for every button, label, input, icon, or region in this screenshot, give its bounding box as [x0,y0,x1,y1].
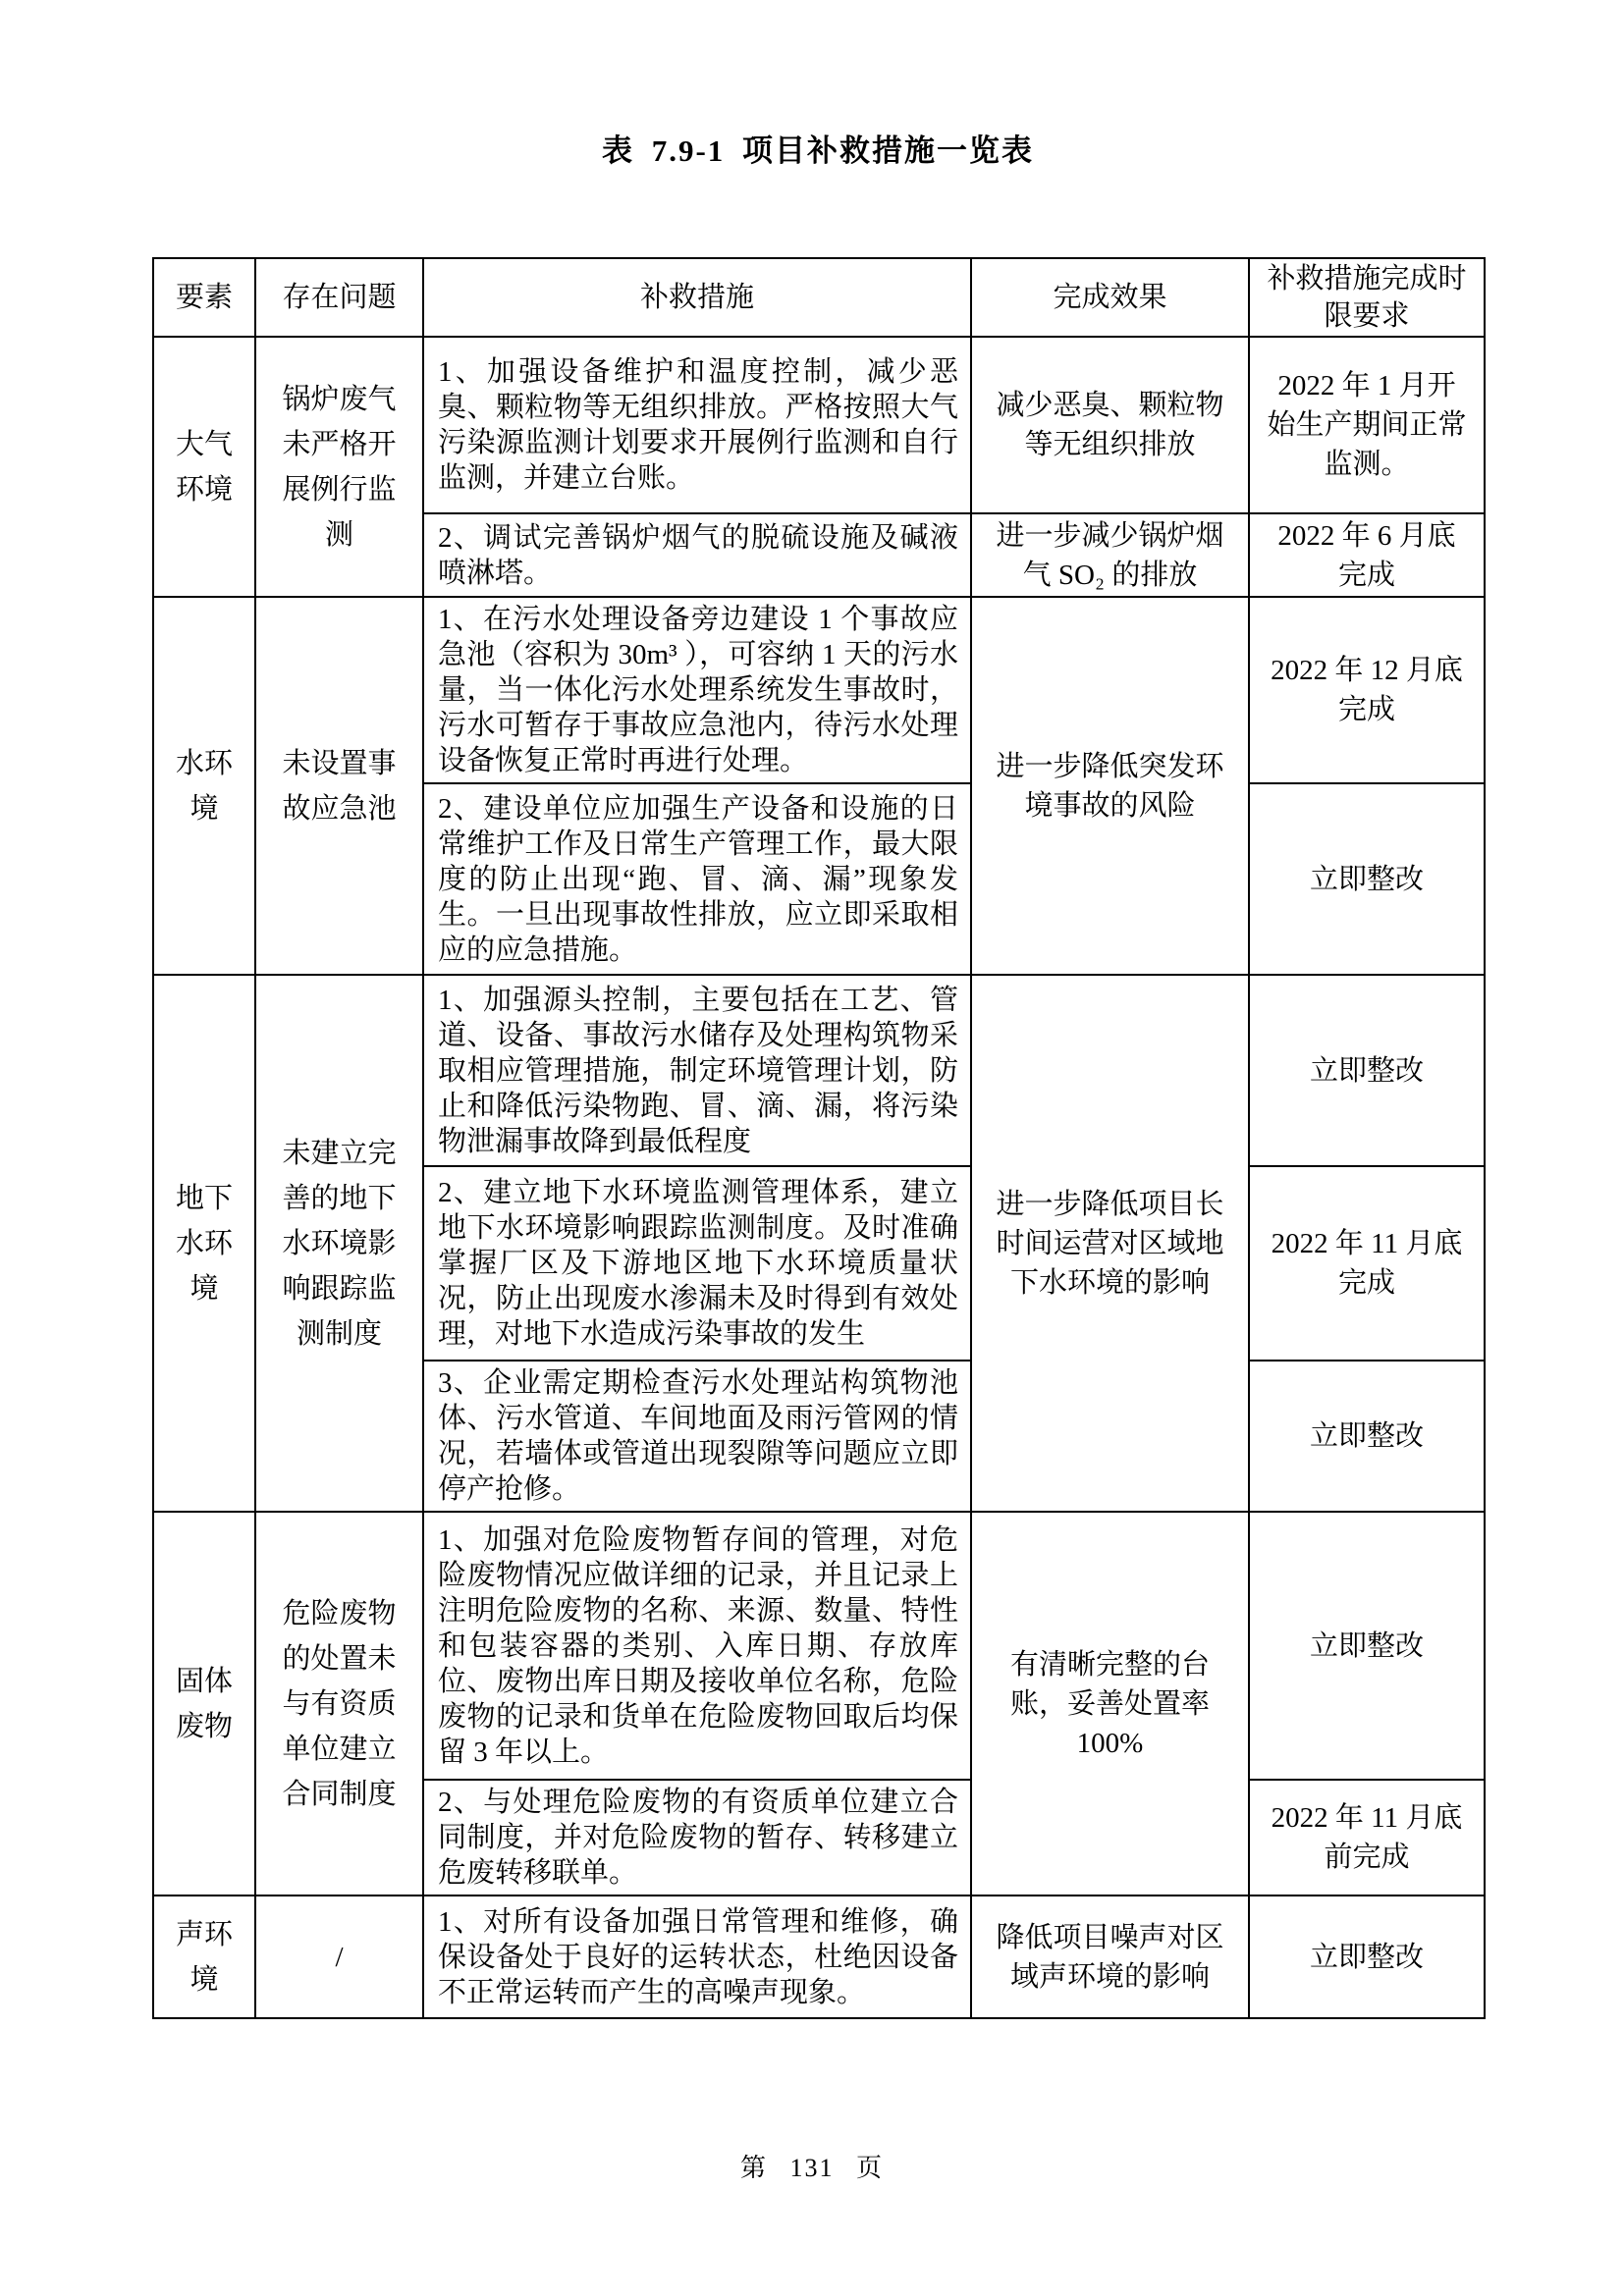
table-row [153,337,1485,513]
cell-problem: / [255,1896,423,2018]
column-header-measure: 补救措施 [423,258,971,337]
cell-deadline: 立即整改 [1249,975,1485,1166]
cell-effect: 有清晰完整的台账，妥善处置率 100% [971,1512,1249,1896]
cell-deadline: 立即整改 [1249,1512,1485,1780]
cell-measure: 2、调试完善锅炉烟气的脱硫设施及碱液喷淋塔。 [423,513,971,597]
column-header-problem: 存在问题 [255,258,423,337]
cell-measure: 2、建设单位应加强生产设备和设施的日常维护工作及日常生产管理工作，最大限度的防止出现“跑、冒、滴、漏”现象发生。一旦出现事故性排放，应立即采取相应的应急措施。 [423,783,971,975]
page-number: 第 131 页 [739,2154,884,2182]
cell-measure: 2、与处理危险废物的有资质单位建立合同制度，并对危险废物的暂存、转移建立危废转移联单。 [423,1780,971,1896]
cell-element: 地下水环境 [153,975,255,1512]
cell-element: 声环境 [153,1896,255,2018]
cell-element: 水环境 [153,597,255,975]
table-row [153,975,1485,1166]
cell-measure: 1、加强源头控制，主要包括在工艺、管道、设备、事故污水储存及处理构筑物采取相应管理措施，制定环境管理计划，防止和降低污染物跑、冒、滴、漏，将污染物泄漏事故降到最低程度 [423,975,971,1166]
cell-element: 大气环境 [153,337,255,597]
remediation-measures-table [152,257,1486,2019]
table-row [153,1512,1485,1780]
cell-measure: 1、加强设备维护和温度控制，减少恶臭、颗粒物等无组织排放。严格按照大气污染源监测计划要求开展例行监测和自行监测，并建立台账。 [423,337,971,513]
cell-effect: 减少恶臭、颗粒物等无组织排放 [971,337,1249,513]
cell-effect: 降低项目噪声对区域声环境的影响 [971,1896,1249,2018]
cell-effect: 进一步降低突发环境事故的风险 [971,597,1249,975]
table-row [153,597,1485,783]
column-header-effect: 完成效果 [971,258,1249,337]
table-title: 表 7.9-1 项目补救措施一览表 [601,133,1035,168]
cell-deadline: 立即整改 [1249,1361,1485,1512]
cell-problem: 未建立完善的地下水环境影响跟踪监测制度 [255,975,423,1512]
cell-deadline: 2022 年 1 月开始生产期间正常监测。 [1249,337,1485,513]
cell-measure: 2、建立地下水环境监测管理体系，建立地下水环境影响跟踪监测制度。及时准确掌握厂区及下游地区地下水环境质量状况，防止出现废水渗漏未及时得到有效处理，对地下水造成污染事故的发生 [423,1166,971,1361]
cell-measure: 3、企业需定期检查污水处理站构筑物池体、污水管道、车间地面及雨污管网的情况，若墙体或管道出现裂隙等问题应立即停产抢修。 [423,1361,971,1512]
table-row [153,1896,1485,2018]
cell-problem: 危险废物的处置未与有资质单位建立合同制度 [255,1512,423,1896]
cell-problem: 锅炉废气未严格开展例行监测 [255,337,423,597]
cell-effect: 进一步降低项目长时间运营对区域地下水环境的影响 [971,975,1249,1512]
table-header-row [153,258,1485,337]
cell-measure: 1、对所有设备加强日常管理和维修，确保设备处于良好的运转状态，杜绝因设备不正常运转而产生的高噪声现象。 [423,1896,971,2018]
cell-element: 固体废物 [153,1512,255,1896]
cell-deadline: 2022 年 6 月底完成 [1249,513,1485,597]
cell-measure: 1、在污水处理设备旁边建设 1 个事故应急池（容积为 30m³ ），可容纳 1 天的污水量，当一体化污水处理系统发生事故时，污水可暂存于事故应急池内，待污水处理设备恢复正常时再进行处理。 [423,597,971,783]
column-header-element: 要素 [153,258,255,337]
cell-deadline: 立即整改 [1249,783,1485,975]
cell-measure: 1、加强对危险废物暂存间的管理，对危险废物情况应做详细的记录，并且记录上注明危险废物的名称、来源、数量、特性和包装容器的类别、入库日期、存放库位、废物出库日期及接收单位名称，危险废物的记录和货单在危险废物回取后均保留 3 年以上。 [423,1512,971,1780]
cell-deadline: 2022 年 12 月底完成 [1249,597,1485,783]
cell-effect: 进一步减少锅炉烟气 SO₂ 的排放 [971,513,1249,597]
cell-deadline: 2022 年 11 月底完成 [1249,1166,1485,1361]
cell-deadline: 2022 年 11 月底前完成 [1249,1780,1485,1896]
column-header-deadline: 补救措施完成时限要求 [1249,258,1485,337]
cell-problem: 未设置事故应急池 [255,597,423,975]
cell-deadline: 立即整改 [1249,1896,1485,2018]
